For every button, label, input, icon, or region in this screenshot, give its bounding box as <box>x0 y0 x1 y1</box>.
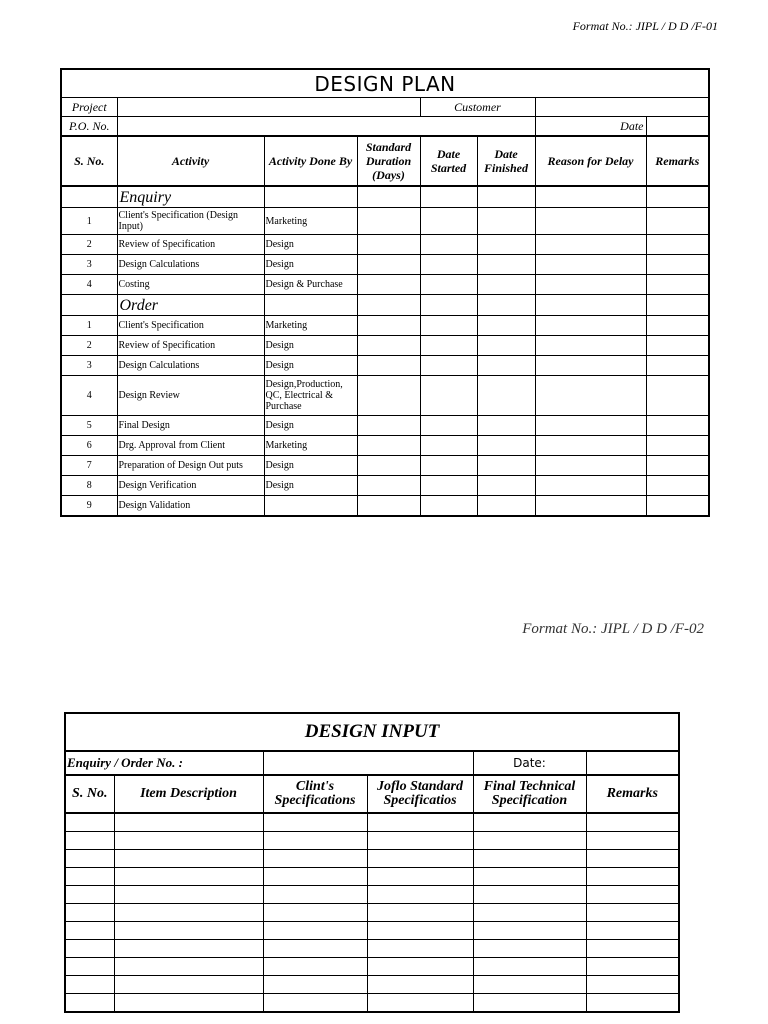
table-row <box>65 976 679 994</box>
format-number-f02: Format No.: JIPL / D D /F-02 <box>522 621 704 637</box>
table-row: 2 Review of Specification Design <box>61 235 709 255</box>
po-number-label: P.O. No. <box>61 117 117 137</box>
customer-field[interactable] <box>535 98 709 117</box>
header-reason: Reason for Delay <box>535 136 646 186</box>
table-row <box>65 958 679 976</box>
input-header-clint: Clint's Specifications <box>263 775 367 813</box>
design-plan-table <box>60 68 710 517</box>
project-label: Project <box>61 98 117 117</box>
table-row: 8 Design Verification Design <box>61 476 709 496</box>
table-row: 4 Design Review Design,Production, QC, Electrical & Purchase <box>61 376 709 416</box>
table-row: 5 Final Design Design <box>61 416 709 436</box>
design-input-title: DESIGN INPUT <box>65 713 679 751</box>
input-date-label: Date: <box>473 751 586 775</box>
table-row: 9 Design Validation <box>61 496 709 517</box>
table-row <box>65 922 679 940</box>
project-field[interactable] <box>117 98 420 117</box>
header-date-finished: Date Finished <box>477 136 535 186</box>
header-duration: Standard Duration (Days) <box>357 136 420 186</box>
table-row: 1 Client's Specification Marketing <box>61 316 709 336</box>
table-row <box>65 904 679 922</box>
table-row <box>65 832 679 850</box>
header-activity: Activity <box>117 136 264 186</box>
input-header-remarks: Remarks <box>586 775 679 813</box>
date-label: Date <box>535 117 646 137</box>
section-enquiry: Enquiry <box>117 186 264 208</box>
section-order: Order <box>117 295 264 316</box>
header-date-started: Date Started <box>420 136 477 186</box>
table-row <box>65 994 679 1013</box>
table-row <box>65 886 679 904</box>
table-row <box>65 850 679 868</box>
input-header-item: Item Description <box>114 775 263 813</box>
table-row: 7 Preparation of Design Out puts Design <box>61 456 709 476</box>
customer-label: Customer <box>420 98 535 117</box>
format-number-f01: Format No.: JIPL / D D /F-01 <box>572 19 718 33</box>
table-row: 3 Design Calculations Design <box>61 356 709 376</box>
table-row <box>65 868 679 886</box>
design-input-table <box>64 712 680 1013</box>
input-date-field[interactable] <box>586 751 679 775</box>
header-sno: S. No. <box>61 136 117 186</box>
input-header-final: Final Technical Specification <box>473 775 586 813</box>
input-header-joflo: Joflo Standard Specificatios <box>367 775 473 813</box>
table-row: 1 Client's Specification (Design Input) Marketing <box>61 208 709 235</box>
table-row <box>65 940 679 958</box>
table-row <box>65 813 679 832</box>
header-done-by: Activity Done By <box>264 136 357 186</box>
table-row: 3 Design Calculations Design <box>61 255 709 275</box>
date-field[interactable] <box>646 117 709 137</box>
enquiry-order-field[interactable] <box>263 751 473 775</box>
table-row: 6 Drg. Approval from Client Marketing <box>61 436 709 456</box>
input-header-sno: S. No. <box>65 775 114 813</box>
enquiry-order-label: Enquiry / Order No. : <box>65 751 263 775</box>
po-number-field[interactable] <box>117 117 535 137</box>
table-row: 4 Costing Design & Purchase <box>61 275 709 295</box>
header-remarks: Remarks <box>646 136 709 186</box>
design-plan-title: DESIGN PLAN <box>61 69 709 98</box>
table-row: 2 Review of Specification Design <box>61 336 709 356</box>
